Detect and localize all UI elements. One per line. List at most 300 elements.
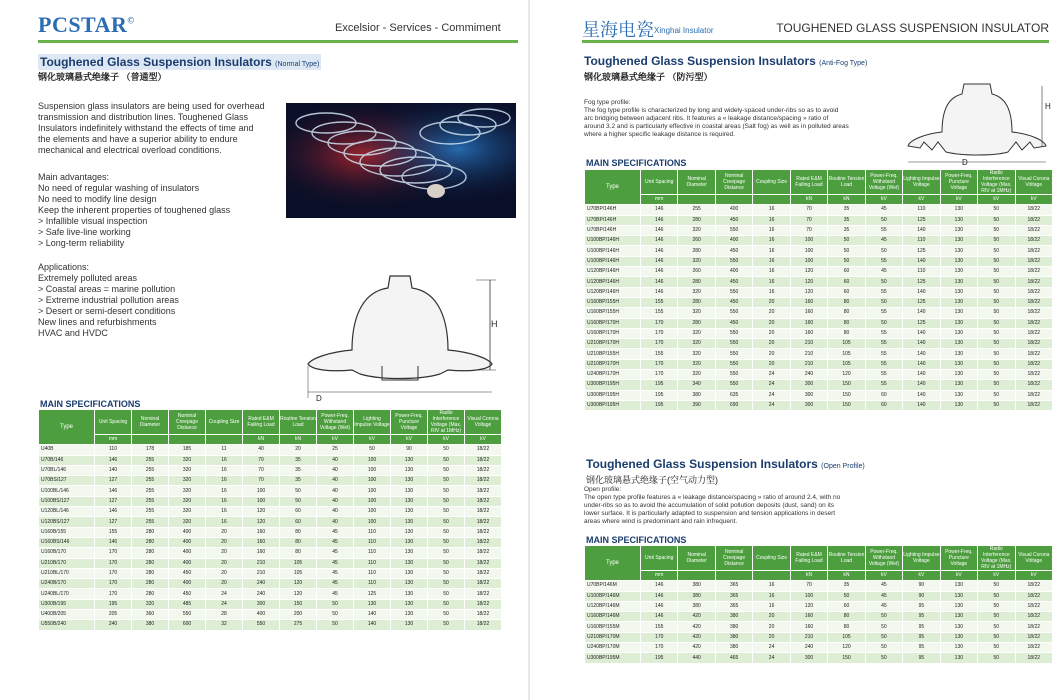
value-cell: 105	[280, 558, 317, 568]
value-cell: 18/22	[465, 465, 502, 475]
type-cell: U300B/195	[39, 599, 95, 609]
type-cell: U210BP/170M	[585, 632, 641, 642]
table-row	[585, 400, 1053, 410]
value-cell: 20	[206, 579, 243, 589]
value-cell: 120	[790, 267, 827, 277]
value-cell: 50	[354, 445, 391, 455]
value-cell: 100	[354, 496, 391, 506]
value-cell: 178	[132, 445, 169, 455]
value-cell: 110	[354, 558, 391, 568]
value-cell: 450	[715, 246, 752, 256]
value-cell: 130	[940, 380, 977, 390]
value-cell: 18/22	[1015, 591, 1052, 601]
unit-cell: kV	[428, 435, 465, 445]
value-cell: 50	[865, 215, 902, 225]
unit-cell: kV	[865, 571, 902, 581]
value-cell: 50	[978, 349, 1015, 359]
value-cell: 50	[865, 653, 902, 663]
value-cell: 120	[790, 601, 827, 611]
value-cell: 18/22	[1015, 287, 1052, 297]
paragraph-line: Fog type profile:	[584, 99, 631, 106]
type-cell: U100BP/146H	[585, 236, 641, 246]
value-cell: 340	[678, 380, 715, 390]
value-cell: 450	[715, 215, 752, 225]
value-cell: 450	[169, 589, 206, 599]
value-cell: 120	[280, 579, 317, 589]
value-cell: 255	[132, 486, 169, 496]
value-cell: 320	[169, 465, 206, 475]
value-cell: 80	[828, 622, 865, 632]
fog-profile-text	[584, 99, 849, 139]
value-cell: 18/22	[465, 589, 502, 599]
value-cell: 35	[280, 455, 317, 465]
column-header: Power-Freq. Puncture Voltage	[391, 410, 428, 435]
right-header	[530, 0, 1059, 44]
value-cell: 320	[169, 507, 206, 517]
units-row	[585, 195, 1053, 205]
value-cell: 50	[865, 246, 902, 256]
value-cell: 125	[354, 589, 391, 599]
type-cell: U120BS/127	[39, 517, 95, 527]
value-cell: 18/22	[465, 455, 502, 465]
value-cell: 130	[391, 496, 428, 506]
unit-cell: kN	[243, 435, 280, 445]
unit-cell	[132, 435, 169, 445]
value-cell: 60	[828, 601, 865, 611]
table-row	[39, 589, 502, 599]
page-title: TOUGHENED GLASS SUSPENSION INSULATOR	[776, 21, 1049, 35]
section-title-antifog	[584, 54, 867, 68]
value-cell: 146	[95, 537, 132, 547]
type-cell: U160B/155	[39, 527, 95, 537]
value-cell: 130	[940, 236, 977, 246]
value-cell: 195	[95, 599, 132, 609]
value-cell: 16	[206, 486, 243, 496]
value-cell: 50	[978, 612, 1015, 622]
brand-name: PCSTAR	[38, 12, 128, 37]
type-cell: U70BP/146M	[585, 581, 641, 591]
value-cell: 50	[978, 297, 1015, 307]
value-cell: 55	[865, 225, 902, 235]
value-cell: 80	[828, 612, 865, 622]
table-row	[39, 445, 502, 455]
value-cell: 380	[715, 622, 752, 632]
table-row	[585, 318, 1053, 328]
value-cell: 485	[169, 599, 206, 609]
value-cell: 146	[641, 246, 678, 256]
value-cell: 195	[641, 653, 678, 663]
value-cell: 50	[978, 205, 1015, 215]
value-cell: 50	[978, 256, 1015, 266]
intro-line: transmission and distribution lines. Toughened Glass	[38, 112, 248, 122]
value-cell: 100	[790, 236, 827, 246]
type-cell: U240BP/170H	[585, 370, 641, 380]
table-row	[39, 548, 502, 558]
value-cell: 35	[828, 215, 865, 225]
value-cell: 320	[132, 599, 169, 609]
unit-cell: kN	[790, 571, 827, 581]
value-cell: 35	[828, 205, 865, 215]
value-cell: 210	[790, 339, 827, 349]
value-cell: 140	[354, 620, 391, 630]
value-cell: 95	[903, 601, 940, 611]
type-cell: U210BP/170H	[585, 339, 641, 349]
unit-cell: kV	[317, 435, 354, 445]
value-cell: 16	[206, 496, 243, 506]
column-header: Routine Tension Load	[828, 546, 865, 571]
spec-heading: MAIN SPECIFICATIONS	[586, 535, 687, 545]
value-cell: 80	[828, 328, 865, 338]
table-row	[39, 620, 502, 630]
value-cell: 130	[940, 256, 977, 266]
value-cell: 320	[169, 455, 206, 465]
unit-cell	[678, 195, 715, 205]
value-cell: 50	[978, 653, 1015, 663]
value-cell: 45	[317, 589, 354, 599]
value-cell: 400	[169, 558, 206, 568]
value-cell: 360	[132, 610, 169, 620]
value-cell: 45	[865, 205, 902, 215]
value-cell: 146	[641, 205, 678, 215]
value-cell: 130	[940, 581, 977, 591]
value-cell: 50	[865, 643, 902, 653]
xinghai-logo-cn: 星海电瓷	[582, 20, 654, 40]
value-cell: 100	[354, 517, 391, 527]
value-cell: 90	[903, 581, 940, 591]
value-cell: 20	[753, 349, 790, 359]
table-row	[585, 236, 1053, 246]
value-cell: 255	[132, 496, 169, 506]
value-cell: 100	[354, 455, 391, 465]
value-cell: 130	[354, 599, 391, 609]
value-cell: 18/22	[1015, 390, 1052, 400]
value-cell: 365	[715, 581, 752, 591]
value-cell: 120	[280, 589, 317, 599]
value-cell: 280	[132, 548, 169, 558]
value-cell: 160	[790, 622, 827, 632]
value-cell: 300	[790, 400, 827, 410]
value-cell: 45	[865, 267, 902, 277]
unit-cell: kV	[865, 195, 902, 205]
value-cell: 18/22	[1015, 236, 1052, 246]
value-cell: 50	[978, 601, 1015, 611]
value-cell: 20	[753, 318, 790, 328]
value-cell: 80	[828, 318, 865, 328]
value-cell: 130	[940, 277, 977, 287]
value-cell: 280	[132, 558, 169, 568]
value-cell: 130	[940, 339, 977, 349]
value-cell: 300	[790, 380, 827, 390]
value-cell: 18/22	[1015, 205, 1052, 215]
value-cell: 260	[678, 236, 715, 246]
value-cell: 18/22	[1015, 328, 1052, 338]
value-cell: 400	[243, 610, 280, 620]
value-cell: 320	[169, 496, 206, 506]
value-cell: 550	[715, 359, 752, 369]
value-cell: 50	[428, 465, 465, 475]
value-cell: 450	[715, 318, 752, 328]
value-cell: 255	[132, 476, 169, 486]
value-cell: 18/22	[465, 558, 502, 568]
value-cell: 320	[678, 225, 715, 235]
value-cell: 40	[243, 445, 280, 455]
table-row	[585, 632, 1053, 642]
value-cell: 420	[678, 632, 715, 642]
value-cell: 32	[206, 620, 243, 630]
value-cell: 20	[753, 632, 790, 642]
value-cell: 16	[753, 267, 790, 277]
value-cell: 16	[753, 236, 790, 246]
type-cell: U120BP/146H	[585, 277, 641, 287]
insulator-profile-diagram	[290, 270, 510, 402]
value-cell: 50	[865, 612, 902, 622]
value-cell: 146	[641, 225, 678, 235]
value-cell: 105	[828, 339, 865, 349]
value-cell: 550	[715, 328, 752, 338]
value-cell: 18/22	[1015, 653, 1052, 663]
value-cell: 20	[206, 537, 243, 547]
value-cell: 130	[940, 400, 977, 410]
value-cell: 50	[428, 548, 465, 558]
table-row	[585, 267, 1053, 277]
value-cell: 130	[940, 612, 977, 622]
value-cell: 80	[828, 297, 865, 307]
value-cell: 200	[280, 610, 317, 620]
value-cell: 125	[903, 246, 940, 256]
unit-cell: mm	[641, 195, 678, 205]
value-cell: 18/22	[465, 568, 502, 578]
unit-cell	[206, 435, 243, 445]
value-cell: 50	[978, 390, 1015, 400]
paragraph-line: where a higher specific leakage distance is required.	[584, 131, 736, 138]
value-cell: 18/22	[1015, 400, 1052, 410]
header-row	[585, 546, 1053, 571]
height-label: H	[491, 319, 498, 329]
value-cell: 380	[132, 620, 169, 630]
value-cell: 280	[132, 579, 169, 589]
value-cell: 20	[753, 308, 790, 318]
column-header: Nominal Diameter	[678, 170, 715, 195]
value-cell: 100	[354, 465, 391, 475]
value-cell: 130	[940, 287, 977, 297]
value-cell: 40	[317, 455, 354, 465]
spec-heading: MAIN SPECIFICATIONS	[40, 399, 141, 409]
value-cell: 50	[978, 591, 1015, 601]
column-header: Unit Spacing	[641, 546, 678, 571]
value-cell: 130	[391, 465, 428, 475]
intro-line: Insulators indefinitely withstand the effects of time and	[38, 123, 254, 133]
value-cell: 100	[354, 476, 391, 486]
value-cell: 50	[865, 632, 902, 642]
type-cell: U240B/170	[39, 579, 95, 589]
unit-cell: mm	[95, 435, 132, 445]
value-cell: 105	[828, 359, 865, 369]
value-cell: 50	[280, 486, 317, 496]
value-cell: 18/22	[1015, 277, 1052, 287]
value-cell: 140	[903, 287, 940, 297]
table-row	[585, 328, 1053, 338]
column-header: Nominal Creepage Distance	[169, 410, 206, 435]
right-page	[530, 0, 1059, 700]
value-cell: 170	[641, 643, 678, 653]
table-row	[585, 287, 1053, 297]
value-cell: 140	[903, 225, 940, 235]
value-cell: 140	[903, 328, 940, 338]
type-cell: U160BS/146	[39, 537, 95, 547]
value-cell: 50	[828, 246, 865, 256]
header-row	[585, 170, 1053, 195]
value-cell: 280	[678, 318, 715, 328]
value-cell: 146	[641, 581, 678, 591]
title-note: (Open Profile)	[821, 463, 865, 470]
value-cell: 45	[317, 568, 354, 578]
type-cell: U70BP/146H	[585, 215, 641, 225]
value-cell: 60	[865, 390, 902, 400]
value-cell: 24	[753, 370, 790, 380]
table-row	[39, 599, 502, 609]
section-title-cn: 钢化玻璃悬式绝缘子 （普通型）	[38, 72, 167, 82]
value-cell: 240	[243, 579, 280, 589]
value-cell: 18/22	[465, 496, 502, 506]
units-row	[585, 571, 1053, 581]
value-cell: 16	[206, 476, 243, 486]
unit-cell	[753, 571, 790, 581]
value-cell: 160	[790, 308, 827, 318]
value-cell: 16	[206, 507, 243, 517]
value-cell: 160	[790, 297, 827, 307]
header-rule	[582, 40, 1049, 43]
list-item: > Infallible visual inspection	[38, 216, 148, 226]
value-cell: 140	[903, 380, 940, 390]
value-cell: 130	[940, 632, 977, 642]
value-cell: 24	[753, 643, 790, 653]
list-item: Main advantages:	[38, 172, 110, 182]
list-item: No need of regular washing of insulators	[38, 183, 200, 193]
value-cell: 130	[940, 225, 977, 235]
value-cell: 50	[978, 370, 1015, 380]
unit-cell	[715, 195, 752, 205]
value-cell: 195	[641, 380, 678, 390]
column-header: Rated E&M Failing Load	[243, 410, 280, 435]
value-cell: 20	[206, 558, 243, 568]
value-cell: 300	[790, 390, 827, 400]
value-cell: 18/22	[465, 599, 502, 609]
value-cell: 140	[903, 370, 940, 380]
value-cell: 55	[865, 349, 902, 359]
value-cell: 35	[280, 476, 317, 486]
value-cell: 35	[280, 465, 317, 475]
value-cell: 55	[865, 308, 902, 318]
value-cell: 50	[317, 610, 354, 620]
type-cell: U160B/170	[39, 548, 95, 558]
value-cell: 18/22	[1015, 308, 1052, 318]
column-header: Lighting Impulse Voltage	[903, 546, 940, 571]
value-cell: 280	[678, 297, 715, 307]
value-cell: 170	[641, 339, 678, 349]
value-cell: 130	[940, 297, 977, 307]
title-text: Toughened Glass Suspension Insulators	[586, 457, 818, 471]
column-header: Nominal Creepage Distance	[715, 170, 752, 195]
value-cell: 450	[169, 568, 206, 578]
table-row	[585, 390, 1053, 400]
value-cell: 50	[428, 455, 465, 465]
value-cell: 320	[678, 370, 715, 380]
value-cell: 140	[903, 400, 940, 410]
value-cell: 18/22	[1015, 339, 1052, 349]
value-cell: 18/22	[465, 579, 502, 589]
value-cell: 24	[753, 390, 790, 400]
value-cell: 280	[132, 589, 169, 599]
type-cell: U210B/170	[39, 558, 95, 568]
value-cell: 95	[903, 612, 940, 622]
value-cell: 35	[828, 225, 865, 235]
value-cell: 80	[280, 548, 317, 558]
type-cell: U70B/146	[39, 455, 95, 465]
column-header: Rated E&M Failing Load	[790, 546, 827, 571]
title-text: Toughened Glass Suspension Insulators	[584, 54, 816, 68]
value-cell: 18/22	[465, 517, 502, 527]
value-cell: 170	[641, 318, 678, 328]
value-cell: 155	[641, 308, 678, 318]
value-cell: 195	[641, 390, 678, 400]
value-cell: 40	[317, 507, 354, 517]
value-cell: 80	[828, 308, 865, 318]
column-header: Power-Freq. Withstand Voltage (Wet)	[865, 546, 902, 571]
type-cell: U70BP/146H	[585, 225, 641, 235]
value-cell: 70	[790, 205, 827, 215]
value-cell: 400	[169, 537, 206, 547]
value-cell: 146	[95, 507, 132, 517]
value-cell: 50	[428, 496, 465, 506]
section-title-cn: 钢化玻璃悬式绝缘子(空气动力型)	[586, 475, 718, 485]
value-cell: 50	[428, 558, 465, 568]
value-cell: 320	[678, 287, 715, 297]
value-cell: 18/22	[465, 445, 502, 455]
value-cell: 50	[280, 496, 317, 506]
column-header: Type	[39, 410, 95, 445]
list-item: > Long-term reliability	[38, 238, 125, 248]
column-header: Radio Interference Voltage (Max. RIV at 1MHz)	[428, 410, 465, 435]
spec-table-normal	[38, 409, 502, 631]
slogan: Excelsior - Services - Commiment	[335, 22, 501, 34]
type-cell: U240BL/170	[39, 589, 95, 599]
value-cell: 550	[715, 308, 752, 318]
paragraph-line: under-ribs so as to avoid the accumulation of solid pollution deposits (dust, sand) on its	[584, 502, 835, 509]
paragraph-line: areas where wind is predominant and rain infrequent.	[584, 518, 738, 525]
list-item: New lines and refurbishments	[38, 317, 157, 327]
table-row	[585, 225, 1053, 235]
table-row	[39, 455, 502, 465]
value-cell: 100	[243, 496, 280, 506]
value-cell: 95	[903, 632, 940, 642]
paragraph-line: around 3.2 and is particularly effective in coastal areas (Salt fog) as well as in polluted areas	[584, 123, 849, 130]
value-cell: 130	[940, 591, 977, 601]
type-cell: U70BS/127	[39, 476, 95, 486]
value-cell: 70	[790, 581, 827, 591]
value-cell: 18/22	[1015, 612, 1052, 622]
value-cell: 50	[428, 445, 465, 455]
value-cell: 210	[243, 558, 280, 568]
value-cell: 45	[865, 601, 902, 611]
value-cell: 255	[132, 507, 169, 517]
value-cell: 150	[828, 653, 865, 663]
value-cell: 255	[132, 455, 169, 465]
value-cell: 380	[678, 601, 715, 611]
height-label: H	[1045, 102, 1051, 111]
value-cell: 90	[903, 591, 940, 601]
diameter-label: D	[316, 394, 322, 403]
value-cell: 45	[317, 548, 354, 558]
